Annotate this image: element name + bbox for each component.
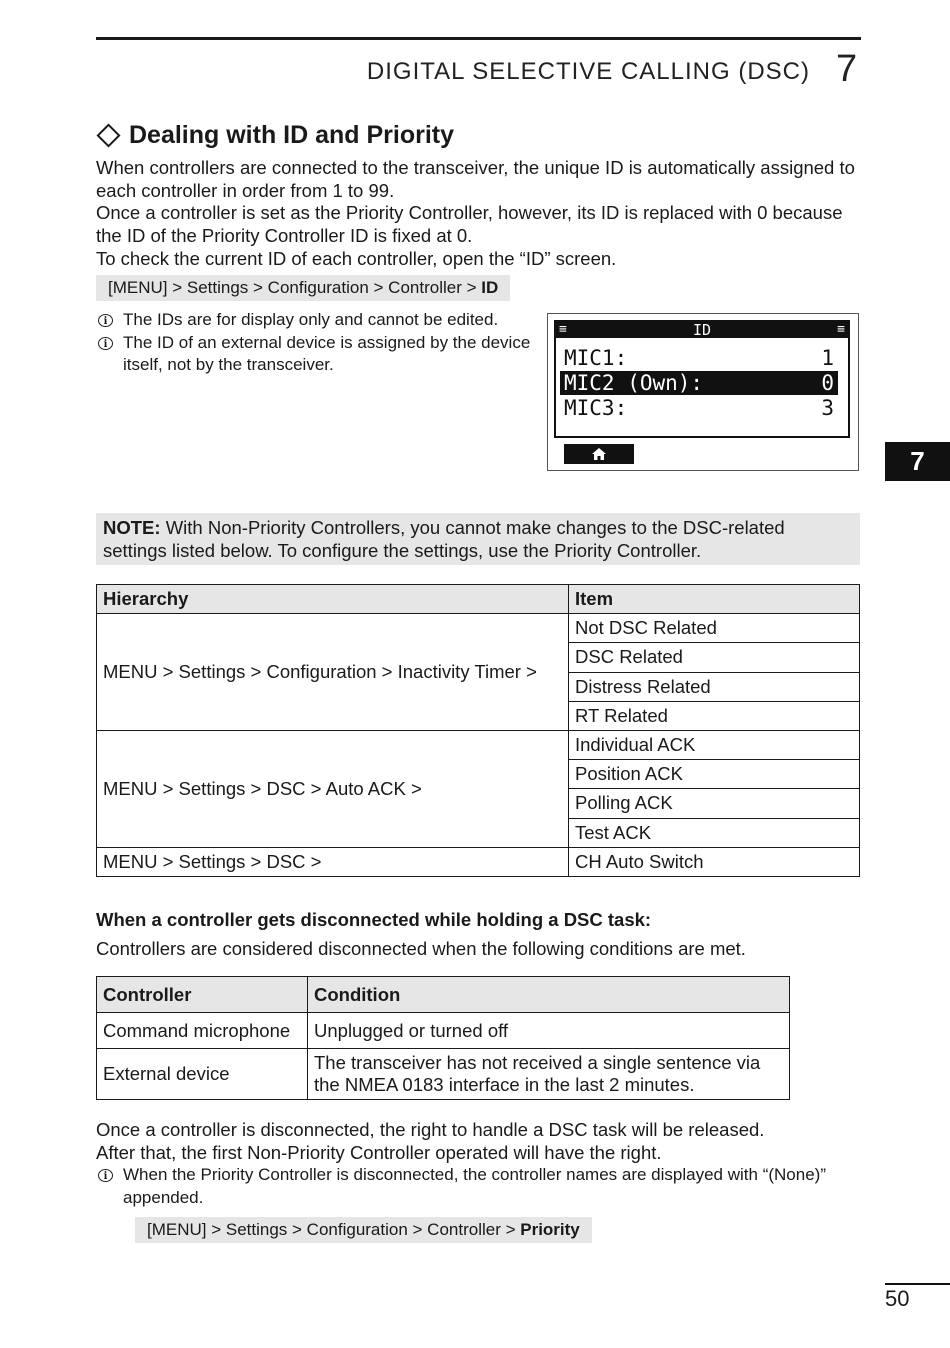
lcd-row: MIC1: 1	[564, 346, 834, 370]
home-button	[564, 444, 634, 464]
info-item: i The IDs are for display only and cannot be edited.	[96, 309, 536, 332]
chapter-number: 7	[836, 48, 858, 90]
paragraph: Once a controller is set as the Priority Controller, however, its ID is replaced with 0 because the ID of the Priority Controller ID is fixed at 0.	[96, 202, 843, 247]
item-cell: Individual ACK	[569, 730, 860, 759]
table-row	[97, 1049, 790, 1100]
condition-cell: The transceiver has not received a single sentence via the NMEA 0183 interface in the last 2 minutes.	[308, 1049, 790, 1100]
item-cell: Test ACK	[569, 818, 860, 847]
note-text: With Non-Priority Controllers, you cannot make changes to the DSC-related settings listed below. To configure the settings, use the Priority Controller.	[103, 517, 785, 561]
item-cell: CH Auto Switch	[569, 847, 860, 876]
condition-cell: Unplugged or turned off	[308, 1013, 790, 1049]
note-box	[96, 513, 860, 565]
item-cell: Distress Related	[569, 672, 860, 701]
note-label: NOTE:	[103, 517, 161, 538]
table-row	[97, 1013, 790, 1049]
item-cell: Not DSC Related	[569, 614, 860, 643]
info-list	[96, 309, 536, 377]
intro-body	[96, 157, 856, 301]
hierarchy-cell: MENU > Settings > DSC >	[97, 847, 569, 876]
item-cell: RT Related	[569, 701, 860, 730]
section-title	[96, 121, 454, 150]
table-row	[97, 847, 860, 876]
menu-path-id: [MENU] > Settings > Configuration > Controller > ID	[96, 275, 510, 301]
disconnect-heading: When a controller gets disconnected while holding a DSC task:	[96, 909, 652, 930]
item-cell: Position ACK	[569, 760, 860, 789]
controller-cell: Command microphone	[97, 1013, 308, 1049]
chapter-side-tab: 7	[885, 442, 950, 481]
table-header-row	[97, 977, 790, 1013]
column-header: Item	[569, 585, 860, 614]
header-rule	[96, 37, 861, 40]
lcd-row: MIC3: 3	[564, 396, 834, 420]
column-header: Condition	[308, 977, 790, 1013]
info-icon: i	[98, 314, 113, 327]
lcd-title: ID	[692, 321, 712, 339]
info-item: i When the Priority Controller is disconnected, the controller names are displayed with “(None)” appended.	[96, 1164, 836, 1209]
hierarchy-cell: MENU > Settings > Configuration > Inactivity Timer >	[97, 614, 569, 731]
menu-icon: ≡	[837, 322, 845, 337]
table-row	[97, 614, 860, 643]
disconnect-intro: Controllers are considered disconnected when the following conditions are met.	[96, 938, 746, 959]
condition-table	[96, 976, 790, 1100]
hierarchy-cell: MENU > Settings > DSC > Auto ACK >	[97, 730, 569, 847]
lcd-display	[554, 320, 850, 438]
item-cell: Polling ACK	[569, 789, 860, 818]
column-header: Hierarchy	[97, 585, 569, 614]
paragraph: When controllers are connected to the transceiver, the unique ID is automatically assigned to each controller in order from 1 to 99.	[96, 157, 855, 201]
controller-cell: External device	[97, 1049, 308, 1100]
page-number: 50	[885, 1286, 910, 1311]
lcd-row-selected: MIC2 (Own): 0	[560, 371, 838, 395]
diamond-bullet-icon	[96, 123, 120, 147]
chapter-title: DIGITAL SELECTIVE CALLING (DSC)	[366, 58, 810, 85]
paragraph: Once a controller is disconnected, the right to handle a DSC task will be released.	[96, 1119, 765, 1140]
info-item: i The ID of an external device is assigned by the device itself, not by the transceiver.	[96, 332, 536, 377]
after-disconnect-text	[96, 1119, 856, 1164]
menu-icon: ≡	[559, 322, 567, 337]
footer-rule	[885, 1283, 950, 1285]
table-header-row	[97, 585, 860, 614]
column-header: Controller	[97, 977, 308, 1013]
table-row	[97, 730, 860, 759]
info-list	[96, 1164, 836, 1209]
section-title-text: Dealing with ID and Priority	[129, 121, 455, 149]
lcd-screen-figure	[547, 313, 859, 471]
item-cell: DSC Related	[569, 643, 860, 672]
paragraph: After that, the first Non-Priority Controller operated will have the right.	[96, 1141, 662, 1163]
info-icon: i	[98, 337, 113, 350]
lcd-title-bar	[556, 322, 848, 338]
hierarchy-table	[96, 584, 860, 877]
home-icon	[591, 447, 607, 461]
menu-path-priority: [MENU] > Settings > Configuration > Controller > Priority	[135, 1217, 592, 1243]
info-icon: i	[98, 1169, 113, 1182]
paragraph: To check the current ID of each controller, open the “ID” screen.	[96, 247, 617, 269]
